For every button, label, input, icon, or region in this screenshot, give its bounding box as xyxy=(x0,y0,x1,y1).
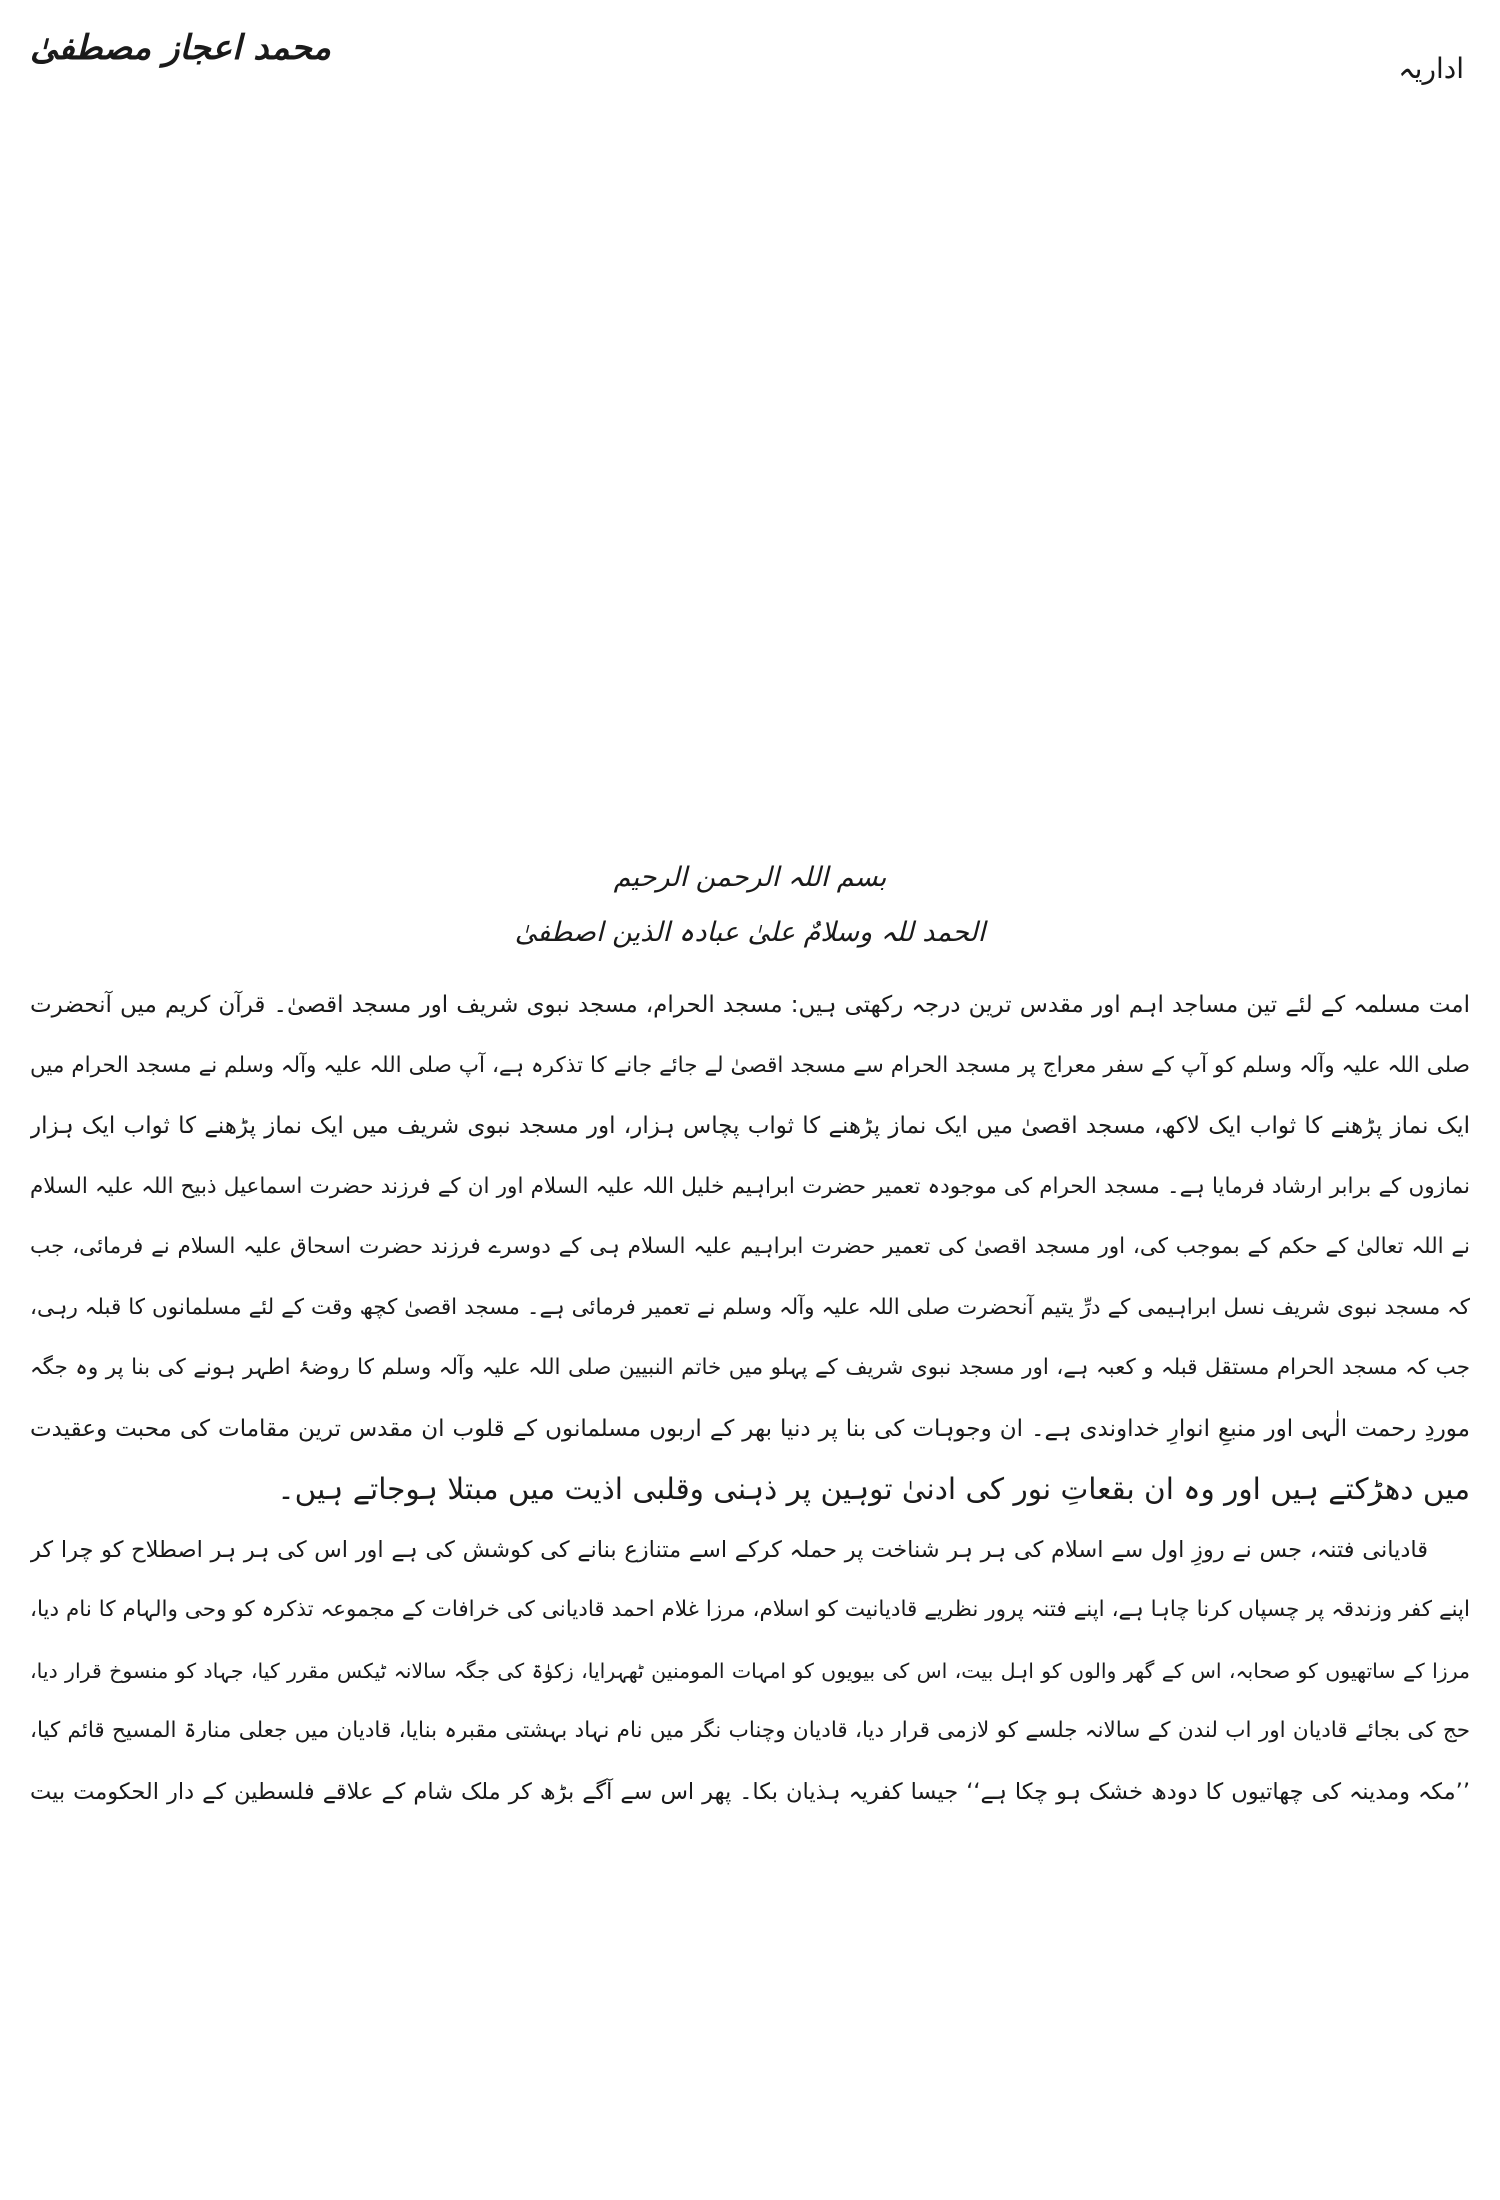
body-line: حج کی بجائے قادیان اور اب لندن کے سالانہ جلسے کو لازمی قرار دیا، قادیان وچناب نگر میں نام نہاد بہشتی مقبرہ بنایا، قادیان میں جعلی منارۃ المسیح قائم کیا، xyxy=(30,1718,1470,1743)
body-line: امت مسلمہ کے لئے تین مساجد اہم اور مقدس ترین درجہ رکھتی ہیں: مسجد الحرام، مسجد نبوی شریف اور مسجد اقصیٰ۔ قرآن کریم میں آنحضرت xyxy=(30,992,1470,1018)
body-line: اپنے کفر وزندقہ پر چسپاں کرنا چاہا ہے، اپنے فتنہ پرور نظریے قادیانیت کو اسلام، مرزا غلام احمد قادیانی کی خرافات کے مجموعہ تذکرہ کو وحی والہام کا نام دیا، xyxy=(30,1597,1470,1622)
body-line: ایک نماز پڑھنے کا ثواب ایک لاکھ، مسجد اقصیٰ میں ایک نماز پڑھنے کا ثواب پچاس ہزار، اور مسجد نبوی شریف میں ایک نماز پڑھنے کا ثواب ایک ہزار xyxy=(30,1113,1470,1139)
body-line: کہ مسجد نبوی شریف نسل ابراہیمی کے درِّ یتیم آنحضرت صلی اللہ علیہ وآلہ وسلم نے تعمیر فرمائی ہے۔ مسجد اقصیٰ کچھ وقت کے لئے مسلمانوں کا قبلہ رہی، xyxy=(30,1294,1470,1320)
body-line: جب کہ مسجد الحرام مستقل قبلہ و کعبہ ہے، اور مسجد نبوی شریف کے پہلو میں خاتم النبیین صلی اللہ علیہ وآلہ وسلم کا روضۂ اطہر ہونے کی بنا پر وہ جگہ xyxy=(30,1355,1470,1380)
body-line: ’’مکہ ومدینہ کی چھاتیوں کا دودھ خشک ہو چکا ہے‘‘ جیسا کفریہ ہذیان بکا۔ پھر اس سے آگے بڑھ کر ملک شام کے علاقے فلسطین کے دار الحکومت بیت xyxy=(30,1778,1470,1805)
body-line: نمازوں کے برابر ارشاد فرمایا ہے۔ مسجد الحرام کی موجودہ تعمیر حضرت ابراہیم خلیل اللہ علیہ السلام اور ان کے فرزند حضرت اسماعیل ذبیح اللہ علیہ السلام xyxy=(30,1173,1470,1199)
body-line: مرزا کے ساتھیوں کو صحابہ، اس کے گھر والوں کو اہل بیت، اس کی بیویوں کو امہات المومنین ٹھہرایا، زکوٰۃ کی جگہ سالانہ ٹیکس مقرر کیا، جہاد کو منسوخ قرار دیا، xyxy=(30,1658,1470,1683)
hamd-line: الحمد للہ وسلامٌ علیٰ عبادہ الذین اصطفیٰ xyxy=(514,917,986,948)
body-line: نے اللہ تعالیٰ کے حکم کے بموجب کی، اور مسجد اقصیٰ کی تعمیر حضرت ابراہیم علیہ السلام ہی کے دوسرے فرزند حضرت اسحاق علیہ السلام نے فرمائی، جب xyxy=(30,1234,1470,1259)
bismillah-line: بسم اللہ الرحمن الرحیم xyxy=(613,862,887,893)
body-line: میں دھڑکتے ہیں اور وہ ان بقعاتِ نور کی ادنیٰ توہین پر ذہنی وقلبی اذیت میں مبتلا ہوجاتے ہیں۔ xyxy=(277,1472,1470,1506)
section-label: اداریہ xyxy=(1398,52,1464,85)
author-name: محمد اعجاز مصطفیٰ xyxy=(30,28,331,68)
body-line: قادیانی فتنہ، جس نے روزِ اول سے اسلام کی ہر ہر شناخت پر حملہ کرکے اسے متنازع بنانے کی کوشش کی ہے اور اس کی ہر ہر اصطلاح کو چرا کر xyxy=(30,1536,1428,1563)
body-line: صلی اللہ علیہ وآلہ وسلم کو آپ کے سفر معراج پر مسجد الحرام سے مسجد اقصیٰ لے جائے جانے کا تذکرہ ہے، آپ صلی اللہ علیہ وآلہ وسلم نے مسجد الحرام میں xyxy=(30,1052,1470,1078)
body-line: موردِ رحمت الٰہی اور منبعِ انوارِ خداوندی ہے۔ ان وجوہات کی بنا پر دنیا بھر کے اربوں مسلمانوں کے قلوب ان مقدس ترین مقامات کی محبت وعقیدت xyxy=(30,1415,1470,1442)
article-body xyxy=(30,975,1470,1822)
